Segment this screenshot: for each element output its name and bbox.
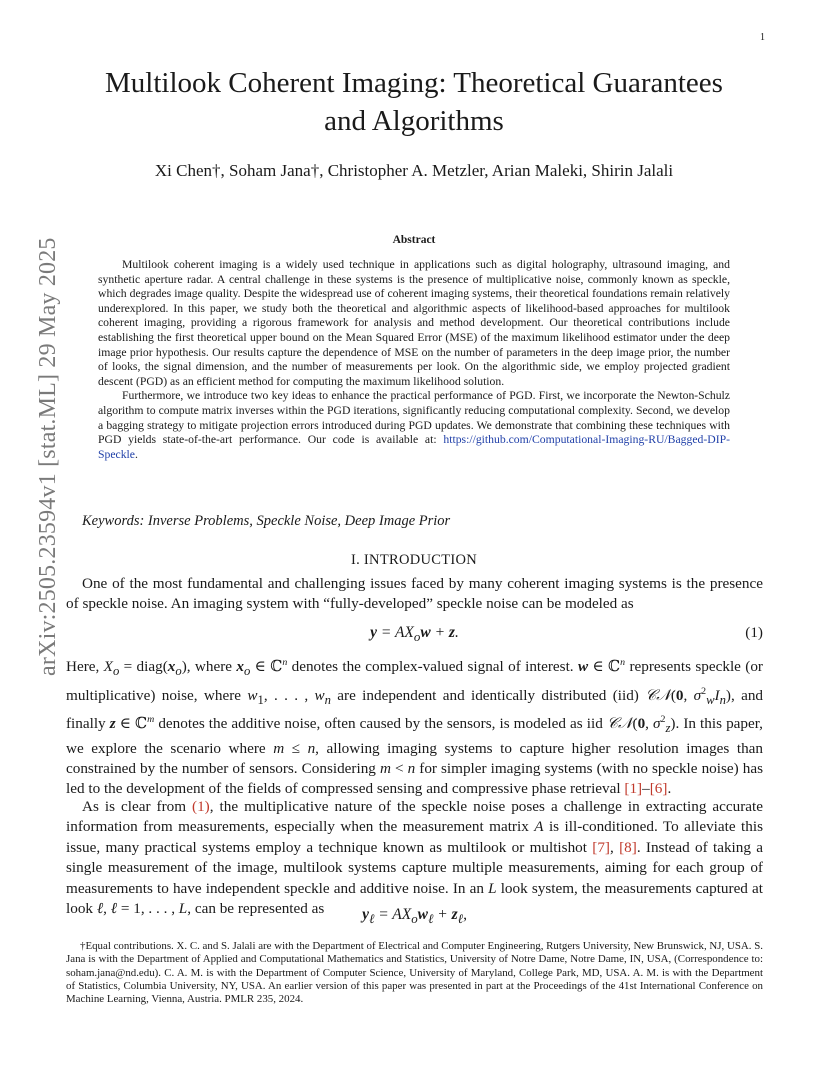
intro-paragraph-2: Here, $X_o$ = $diag(x_o)$, where $x_o$ ∈ ℂ$^n$ denotes the complex-valued signal of interest. w ∈ ℂ$^n$ represents speckle (or multiplicative) noise, where $w_1$, . . . , $w_n$ are independent and identically distributed (iid) 𝒞𝒩(0, $\sigma^2_wI_n$), and finally z ∈ ℂ$^m$ denotes the additive noise, often caused by the sensors, is modeled as iid 𝒞𝒩(0, $\sigma^2_z$). In this paper, we explore the scenario where m ≤ n, allowing imaging systems to capture higher resolution images than constrained by the number of sensors. Considering m < n for simpler imaging systems (with no speckle noise) has led to the development of the fields of compressed sensing and compressive phase retrieval [1]–[6].: [66, 657, 764, 798]
author-list: Xi Chen†, Soham Jana†, Christopher A. Metzler, Arian Maleki, Shirin Jalali: [154, 161, 674, 180]
abstract-paragraph-1: Multilook coherent imaging is a widely used technique in applications such as digital holography, ultrasound imaging, and synthetic aperture radar. A central challenge in these systems is the presence of multiplicative noise, commonly known as speckle, which degrades image quality. Despite the widespread use of coherent imaging systems, their theoretical foundations remain relatively underexplored. In this paper, we study both the theoretical and algorithmic aspects of likelihood-based approaches for multilook coherent imaging, providing a rigorous framework for analysis and method development. Our theoretical contributions include establishing the first theoretical upper bound on the Mean Squared Error (MSE) of the maximum likelihood estimator under the deep image prior hypothesis. Our results capture the dependence of MSE on the number of parameters in the deep image prior, the number of looks, the signal dimension, and the number of measurements per look. On the algorithmic side, we employ projected gradient descent (PGD) as an efficient method for computing the maximum likelihood solution.: [98, 258, 730, 388]
citation-1[interactable]: [1]: [624, 780, 643, 798]
section-heading: I. INTRODUCTION: [350, 552, 478, 568]
intro-paragraph-1: One of the most fundamental and challenging issues faced by many coherent imaging systems is the presence of speckle noise. An imaging system with “fully-developed” speckle noise can be modeled as: [66, 575, 763, 613]
equation-1-reference[interactable]: (1): [192, 798, 210, 815]
paper-title: [60, 64, 768, 140]
abstract: [98, 258, 730, 462]
keywords: Keywords: Inverse Problems, Speckle Noise, Deep Image Prior: [82, 513, 451, 529]
footnote: [66, 940, 763, 1006]
title-line-1: Multilook Coherent Imaging: Theoretical Guarantees: [105, 67, 723, 99]
citation-8[interactable]: [8]: [619, 838, 637, 856]
abstract-paragraph-2-text: Furthermore, we introduce two key ideas to enhance the practical performance of PGD. First, we incorporate the Newton-Schulz algorithm to compute matrix inverses within the PGD iterations, significantly reducing computational complexity. Second, we develop a bagging strategy to mitigate projection errors introduced during PGD updates. We demonstrate that combining these techniques with PGD yields state-of-the-art performance. Our code is available at:: [98, 389, 730, 447]
abstract-heading: Abstract: [392, 234, 436, 246]
citation-6[interactable]: [6]: [649, 780, 668, 798]
arxiv-stamp: arXiv:2505.23594v1 [stat.ML] 29 May 2025: [35, 237, 61, 676]
equation-1-label: (1): [745, 624, 763, 641]
equation-2: $y_\ell = AX_ow_\ell + z_\ell$,: [362, 906, 467, 927]
footnote-text: †Equal contributions. X. C. and S. Jalali are with the Department of Electrical and Computer Engineering, Rutgers University, New Brunswick, NJ, USA. S. Jana is with the Department of Applied and Computational Mathematics and Statistics, University of Notre Dame, Notre Dame, IN, USA, (Correspondence to: soham.jana@nd.edu). C. A. M. is with the Department of Computer Science, University of Maryland, College Park, MD, USA. A. M. is with the Department of Statistics, Columbia University, NY, USA. An earlier version of this paper was presented in part at the Proceedings of the 41st International Conference on Machine Learning, Vienna, Austria. PMLR 235, 2024.: [66, 940, 763, 1006]
page-number: 1: [760, 32, 765, 43]
intro-paragraph-3: As is clear from (1), the multiplicative nature of the speckle noise poses a challenge in extracting accurate information from measurements, especially when the measurement matrix A is ill-conditioned. To alleviate this issue, many practical systems employ a technique known as multilook or multishot [7], [8]. Instead of taking a single measurement of the image, multilook systems capture multiple measurements, aiming for each group of measurements to have independent speckle and additive noise. In an L look system, the measurements captured at look ℓ, ℓ = 1, . . . , L, can be represented as: [66, 798, 764, 918]
code-repository-link[interactable]: https://github.com/Computational-Imaging-RU/Bagged-DIP-Speckle: [98, 433, 730, 461]
citation-7[interactable]: [7]: [592, 838, 610, 856]
abstract-paragraph-2: Furthermore, we introduce two key ideas to enhance the practical performance of PGD. First, we incorporate the Newton-Schulz algorithm to compute matrix inverses within the PGD iterations, significantly reducing computational complexity. Second, we develop a bagging strategy to mitigate projection errors introduced during PGD updates. We demonstrate that combining these techniques with PGD yields state-of-the-art performance. Our code is available at: https://github.com/Computational-Imaging-RU/Bagged-DIP-Speckle.: [98, 389, 730, 461]
equation-1: $y = AX_ow + z$.: [370, 624, 459, 645]
title-line-2: and Algorithms: [324, 105, 504, 137]
